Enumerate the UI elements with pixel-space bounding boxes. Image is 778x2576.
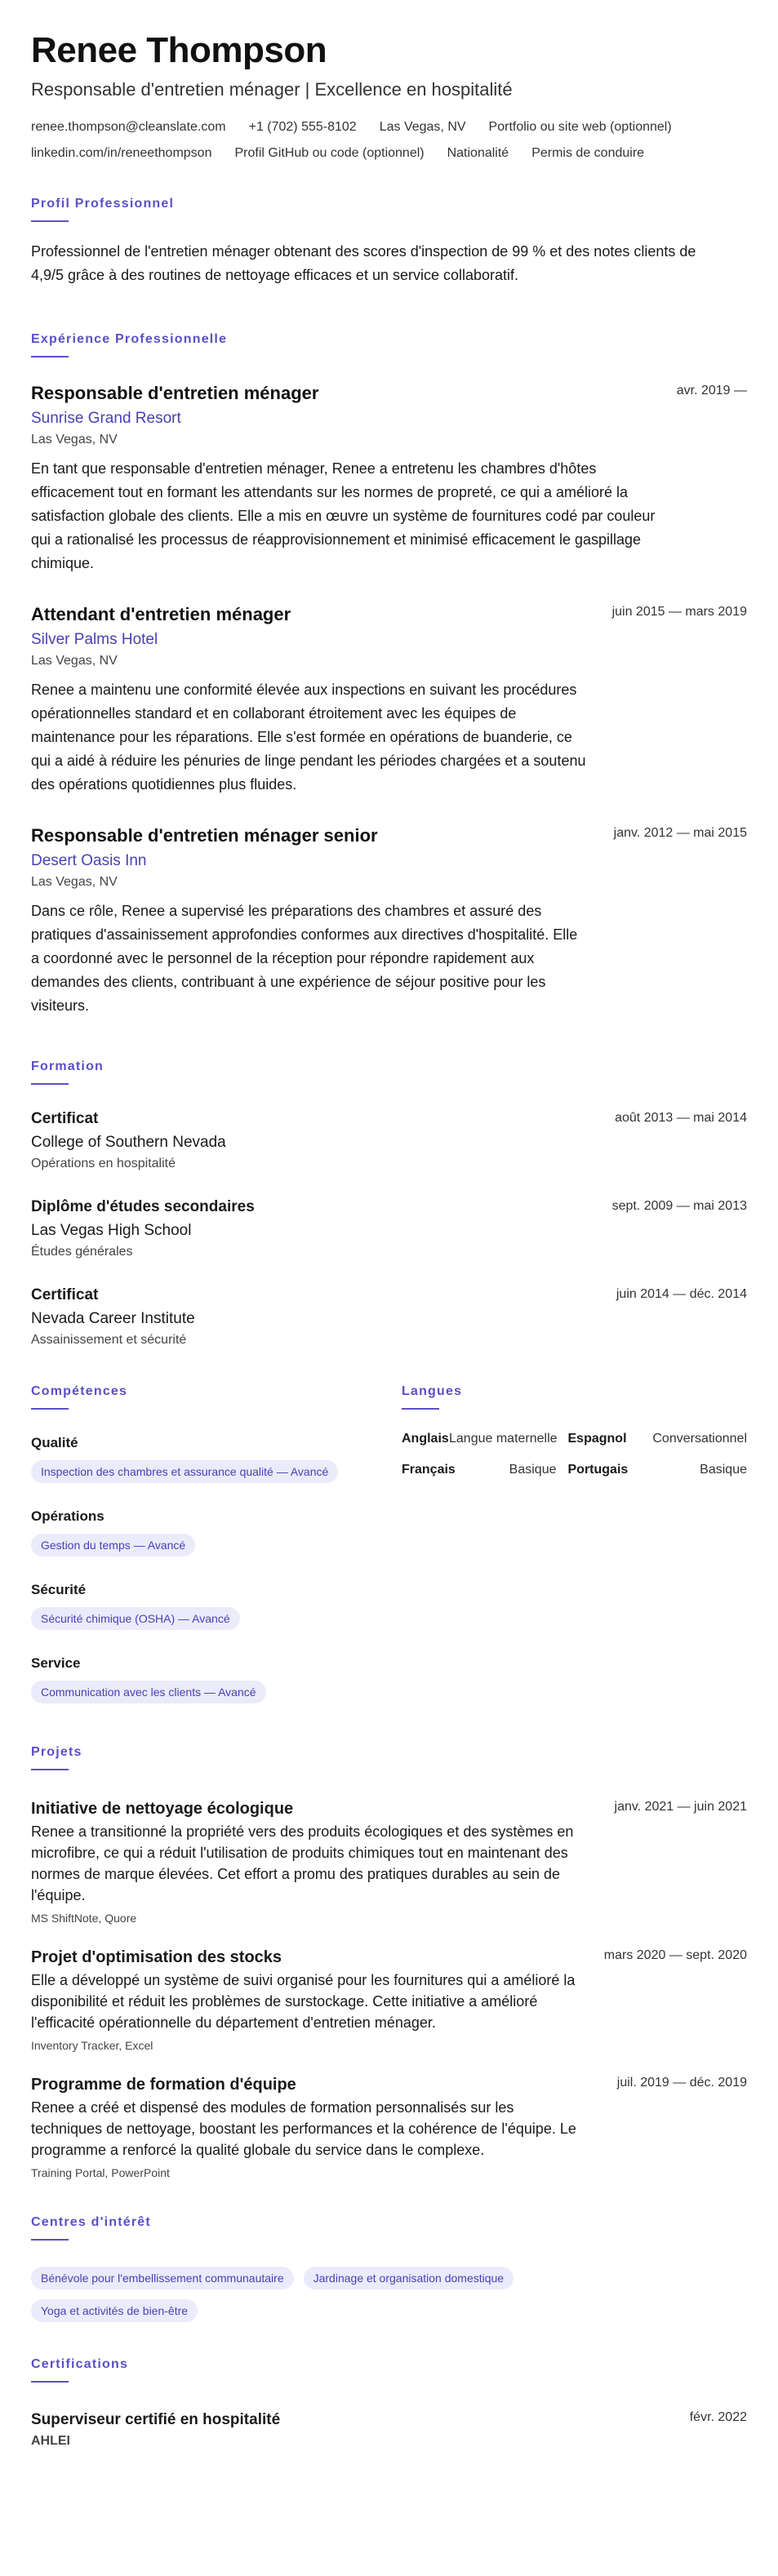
project-tools: MS ShiftNote, Quore [31, 1912, 137, 1925]
education-field: Assainissement et sécurité [31, 1333, 187, 1347]
section-divider [31, 2381, 69, 2383]
language-level: Conversationnel [652, 1432, 747, 1446]
contact-license: Permis de conduire [531, 146, 645, 160]
project-entry [31, 1947, 747, 2053]
project-title: Projet d'optimisation des stocks [31, 1948, 282, 1966]
section-divider [31, 2239, 69, 2241]
job-role: Responsable d'entretien ménager senior [31, 825, 378, 846]
job-description: En tant que responsable d'entretien ménager, Renee a entretenu les chambres d'hôtes efficacement tout en formant les attendants sur les normes de propreté, ce qui a amélioré la satisfaction globale des clients. Elle a mis en œuvre un système de fournitures codé par couleur qui a rationalisé les processus de réapprovisionnement et minimisé efficacement le gaspillage chimique. [31, 460, 656, 571]
education-school: Nevada Career Institute [31, 1310, 195, 1327]
skill-chip: Gestion du temps — Avancé [31, 1534, 195, 1557]
language-level: Langue maternelle [449, 1432, 558, 1446]
contact-portfolio[interactable]: Portfolio ou site web (optionnel) [488, 120, 672, 134]
resume-header [31, 29, 747, 162]
job-company: Sunrise Grand Resort [31, 410, 181, 427]
project-tools: Inventory Tracker, Excel [31, 2039, 153, 2052]
skill-chip: Sécurité chimique (OSHA) — Avancé [31, 1607, 240, 1630]
job-description: Dans ce rôle, Renee a supervisé les préparations des chambres et assuré des pratiques d'assainissement approfondies conformes aux directives d'hospitalité. Elle a coordonné avec le personnel de la réception pour répondre rapidement aux demandes des clients, contribuant à une expérience de séjour positive pour les visiteurs. [31, 903, 578, 1014]
language-name: Français [402, 1463, 456, 1477]
skill-category: Service [31, 1655, 81, 1671]
contact-phone[interactable]: +1 (702) 555-8102 [248, 120, 357, 134]
job-role: Attendant d'entretien ménager [31, 604, 291, 624]
interest-chip: Jardinage et organisation domestique [304, 2267, 514, 2290]
section-title: Compétences [31, 1384, 128, 1398]
section-title: Profil Professionnel [31, 197, 175, 211]
project-tools: Training Portal, PowerPoint [31, 2166, 170, 2179]
profile-summary: Professionnel de l'entretien ménager obtenant des scores d'inspection de 99 % et des notes clients de 4,9/5 grâce à des routines de nettoyage efficaces et un service collaboratif. [31, 243, 696, 283]
section-title: Expérience Professionnelle [31, 332, 228, 346]
interest-chip: Bénévole pour l'embellissement communautaire [31, 2267, 294, 2290]
languages-grid [402, 1431, 747, 1478]
section-title: Langues [402, 1384, 463, 1398]
section-divider [31, 1083, 69, 1085]
section-title: Certifications [31, 2357, 129, 2371]
section-title: Formation [31, 1059, 104, 1073]
interest-chip: Yoga et activités de bien-être [31, 2299, 198, 2322]
education-date: sept. 2009 — mai 2013 [611, 1199, 747, 1213]
interests-section [31, 2214, 747, 2322]
projects-section [31, 1744, 747, 2180]
interests-list [31, 2258, 602, 2322]
headline: Responsable d'entretien ménager | Excellence en hospitalité [31, 79, 513, 100]
education-entry [31, 1197, 747, 1261]
education-degree: Certificat [31, 1110, 99, 1127]
section-title: Centres d'intérêt [31, 2215, 151, 2229]
education-entry [31, 1286, 747, 1349]
job-date: juin 2015 — mars 2019 [611, 605, 747, 619]
certification-entry [31, 2410, 747, 2449]
skills-languages-row [31, 1383, 747, 1703]
education-entry [31, 1109, 747, 1173]
education-section [31, 1059, 747, 1349]
project-date: mars 2020 — sept. 2020 [603, 1948, 747, 1962]
language-name: Portugais [567, 1463, 629, 1477]
contact-list [31, 119, 747, 162]
job-date: avr. 2019 — [676, 384, 747, 398]
contact-nationality: Nationalité [447, 146, 509, 160]
contact-github[interactable]: Profil GitHub ou code (optionnel) [234, 146, 425, 160]
job-company: Desert Oasis Inn [31, 852, 147, 869]
contact-linkedin[interactable]: linkedin.com/in/reneethompson [31, 146, 212, 160]
skill-chip: Inspection des chambres et assurance qualité — Avancé [31, 1460, 338, 1483]
job-location: Las Vegas, NV [31, 654, 118, 668]
project-title: Initiative de nettoyage écologique [31, 1800, 294, 1818]
education-date: août 2013 — mai 2014 [615, 1111, 747, 1125]
job-date: janv. 2012 — mai 2015 [613, 826, 747, 840]
certification-title: Superviseur certifié en hospitalité [31, 2411, 281, 2428]
language-level: Basique [509, 1463, 557, 1477]
project-description: Renee a transitionné la propriété vers des produits écologiques et des systèmes en microfibre, ce qui a réduit l'utilisation de produits chimiques tout en maintenant des normes de marque élevées. Cet effort a promu des pratiques durables au sein de l'équipe. [31, 1823, 574, 1903]
education-date: juin 2014 — déc. 2014 [616, 1287, 747, 1301]
certification-date: févr. 2022 [689, 2410, 747, 2424]
education-degree: Diplôme d'études secondaires [31, 1198, 255, 1215]
candidate-name: Renee Thompson [31, 30, 327, 70]
project-title: Programme de formation d'équipe [31, 2076, 296, 2094]
languages-section [402, 1383, 747, 1703]
section-divider [31, 220, 69, 222]
skill-chip: Communication avec les clients — Avancé [31, 1681, 266, 1703]
education-field: Études générales [31, 1245, 133, 1259]
language-name: Espagnol [567, 1432, 627, 1446]
contact-email[interactable]: renee.thompson@cleanslate.com [31, 120, 226, 134]
experience-section [31, 331, 747, 1018]
language-name: Anglais [402, 1432, 449, 1446]
job-entry [31, 824, 747, 1018]
language-level: Basique [700, 1463, 747, 1477]
project-description: Renee a créé et dispensé des modules de formation personnalisés sur les techniques de nettoyage, boostant les performances et la cohérence de l'équipe. Le programme a renforcé la qualité globale du service dans le complexe. [31, 2099, 576, 2158]
section-divider [31, 1769, 69, 1770]
project-entry [31, 1798, 747, 1925]
section-divider [31, 1408, 69, 1410]
section-divider [31, 356, 69, 358]
job-location: Las Vegas, NV [31, 875, 118, 889]
skills-section [31, 1383, 402, 1703]
project-date: janv. 2021 — juin 2021 [614, 1800, 747, 1814]
job-entry [31, 603, 747, 797]
job-location: Las Vegas, NV [31, 433, 118, 446]
project-entry [31, 2074, 747, 2180]
education-degree: Certificat [31, 1286, 99, 1304]
education-school: Las Vegas High School [31, 1222, 192, 1239]
job-entry [31, 382, 747, 575]
certifications-section [31, 2356, 747, 2449]
skill-category: Qualité [31, 1435, 78, 1450]
section-divider [402, 1408, 439, 1410]
project-description: Elle a développé un système de suivi organisé pour les fournitures qui a amélioré la disponibilité et réduit les problèmes de surstockage. Cette initiative a amélioré l'efficacité opérationnelle du département d'entretien ménager. [31, 1972, 576, 2031]
profile-section [31, 196, 747, 287]
job-description: Renee a maintenu une conformité élevée aux inspections en suivant les procédures opérationnelles standard et en collaborant étroitement avec les équipes de maintenance pour les réparations. Elle s'est formée en opérations de buanderie, ce qui a aidé à réduire les pénuries de linge pendant les périodes chargées et a soutenu des opérations quotidiennes plus fluides. [31, 682, 586, 793]
education-field: Opérations en hospitalité [31, 1157, 176, 1170]
job-company: Silver Palms Hotel [31, 631, 158, 648]
skill-category: Sécurité [31, 1582, 87, 1597]
education-school: College of Southern Nevada [31, 1134, 226, 1151]
job-role: Responsable d'entretien ménager [31, 383, 319, 403]
skill-category: Opérations [31, 1508, 104, 1524]
contact-location: Las Vegas, NV [379, 120, 466, 134]
project-date: juil. 2019 — déc. 2019 [616, 2076, 747, 2090]
certification-issuer: AHLEI [31, 2434, 70, 2448]
section-title: Projets [31, 1745, 82, 1759]
